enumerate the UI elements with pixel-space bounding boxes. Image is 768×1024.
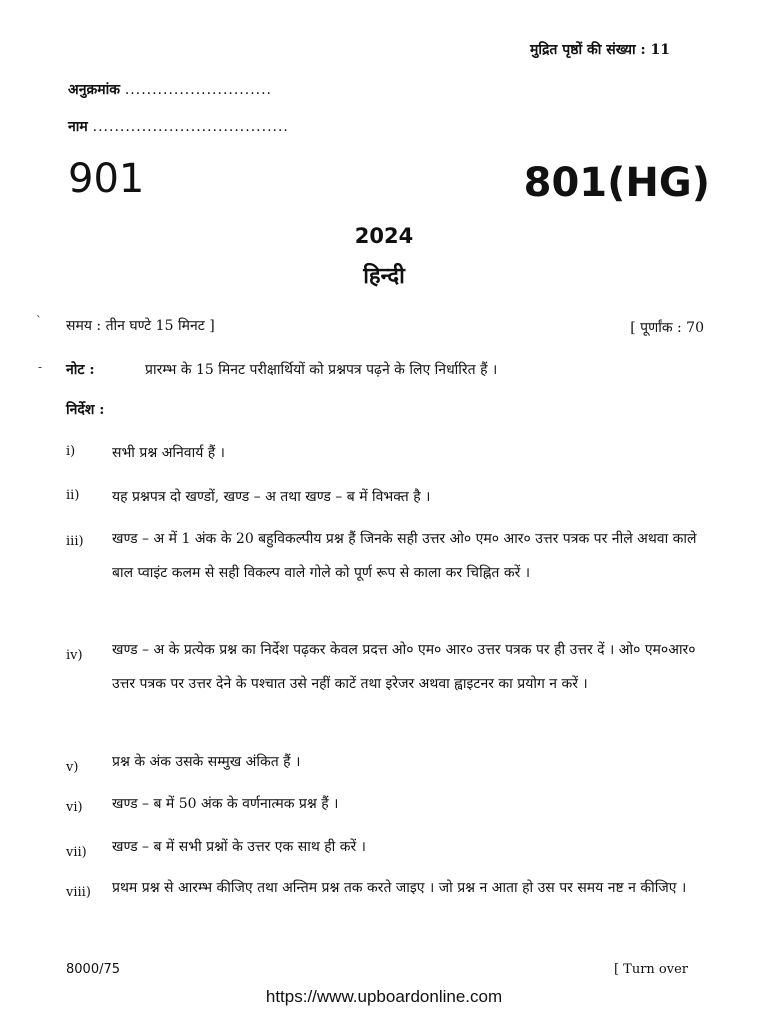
name-field: [68, 117, 289, 136]
roll-number-field: [68, 80, 272, 99]
scan-mark: `: [36, 314, 42, 328]
instruction-number: v): [66, 760, 79, 775]
instruction-text: यह प्रश्नपत्र दो खण्डों, खण्ड – अ तथा खण्ड – ब में विभक्त है ।: [112, 489, 431, 505]
instruction-text: प्रथम प्रश्न से आरम्भ कीजिए तथा अन्तिम प्रश्न तक करते जाइए । जो प्रश्न न आता हो उस पर समय नष्ट न कीजिए ।: [112, 880, 687, 896]
paper-code-left: 901: [68, 156, 145, 202]
note-text: प्रारम्भ के 15 मिनट परीक्षार्थियों को प्रश्नपत्र पढ़ने के लिए निर्धारित हैं ।: [145, 362, 498, 378]
printed-pages-count: मुद्रित पृष्ठों की संख्या : 11: [530, 42, 671, 58]
footer-website-url[interactable]: https://www.upboardonline.com: [265, 987, 503, 1006]
instruction-number: ii): [66, 488, 80, 503]
instruction-number: vi): [66, 800, 83, 815]
roll-number-blank: ...........................: [124, 82, 272, 98]
instruction-number: iv): [66, 648, 83, 663]
instruction-number: viii): [66, 885, 91, 900]
instruction-number: iii): [66, 534, 84, 549]
footer-print-code: 8000/75: [66, 962, 121, 977]
exam-year: 2024: [354, 224, 414, 248]
roll-number-label: अनुक्रमांक: [68, 82, 120, 98]
paper-code-right: 801(HG): [523, 160, 710, 206]
name-label: नाम: [68, 119, 88, 135]
instructions-title: निर्देश :: [66, 402, 105, 418]
instruction-text: प्रश्न के अंक उसके सम्मुख अंकित हैं ।: [112, 754, 301, 770]
time-allowed: समय : तीन घण्टे 15 मिनट ]: [66, 318, 215, 334]
turn-over-note: [ Turn over: [613, 962, 688, 977]
instruction-text: खण्ड – अ में 1 अंक के 20 बहुविकल्पीय प्रश्न हैं जिनके सही उत्तर ओ० एम० आर० उत्तर पत्रक पर नीले अथवा काले बाल प्वाइंट कलम से सही विकल्प वाले गोले को पूर्ण रूप से काला कर चिह्नित करें ।: [112, 531, 697, 581]
instruction-number: i): [66, 444, 76, 459]
instruction-text: खण्ड – अ के प्रत्येक प्रश्न का निर्देश पढ़कर केवल प्रदत्त ओ० एम० आर० उत्तर पत्रक पर ही उत्तर दें । ओ० एम०आर० उत्तर पत्रक पर उत्तर देने के पश्चात उसे नहीं काटें तथा इरेजर अथवा ह्वाइटनर का प्रयोग न करें ।: [112, 642, 696, 692]
scan-mark: -: [38, 360, 43, 374]
instruction-text: खण्ड – ब में 50 अंक के वर्णनात्मक प्रश्न हैं ।: [112, 796, 339, 812]
subject-title: हिन्दी: [363, 263, 405, 289]
instruction-number: vii): [66, 845, 87, 860]
note-label: नोट :: [66, 362, 95, 378]
full-marks: [ पूर्णांक : 70: [630, 320, 704, 336]
instruction-text: सभी प्रश्न अनिवार्य हैं ।: [112, 445, 225, 461]
name-blank: ....................................: [92, 119, 289, 135]
instruction-text: खण्ड – ब में सभी प्रश्नों के उत्तर एक साथ ही करें ।: [112, 839, 366, 855]
